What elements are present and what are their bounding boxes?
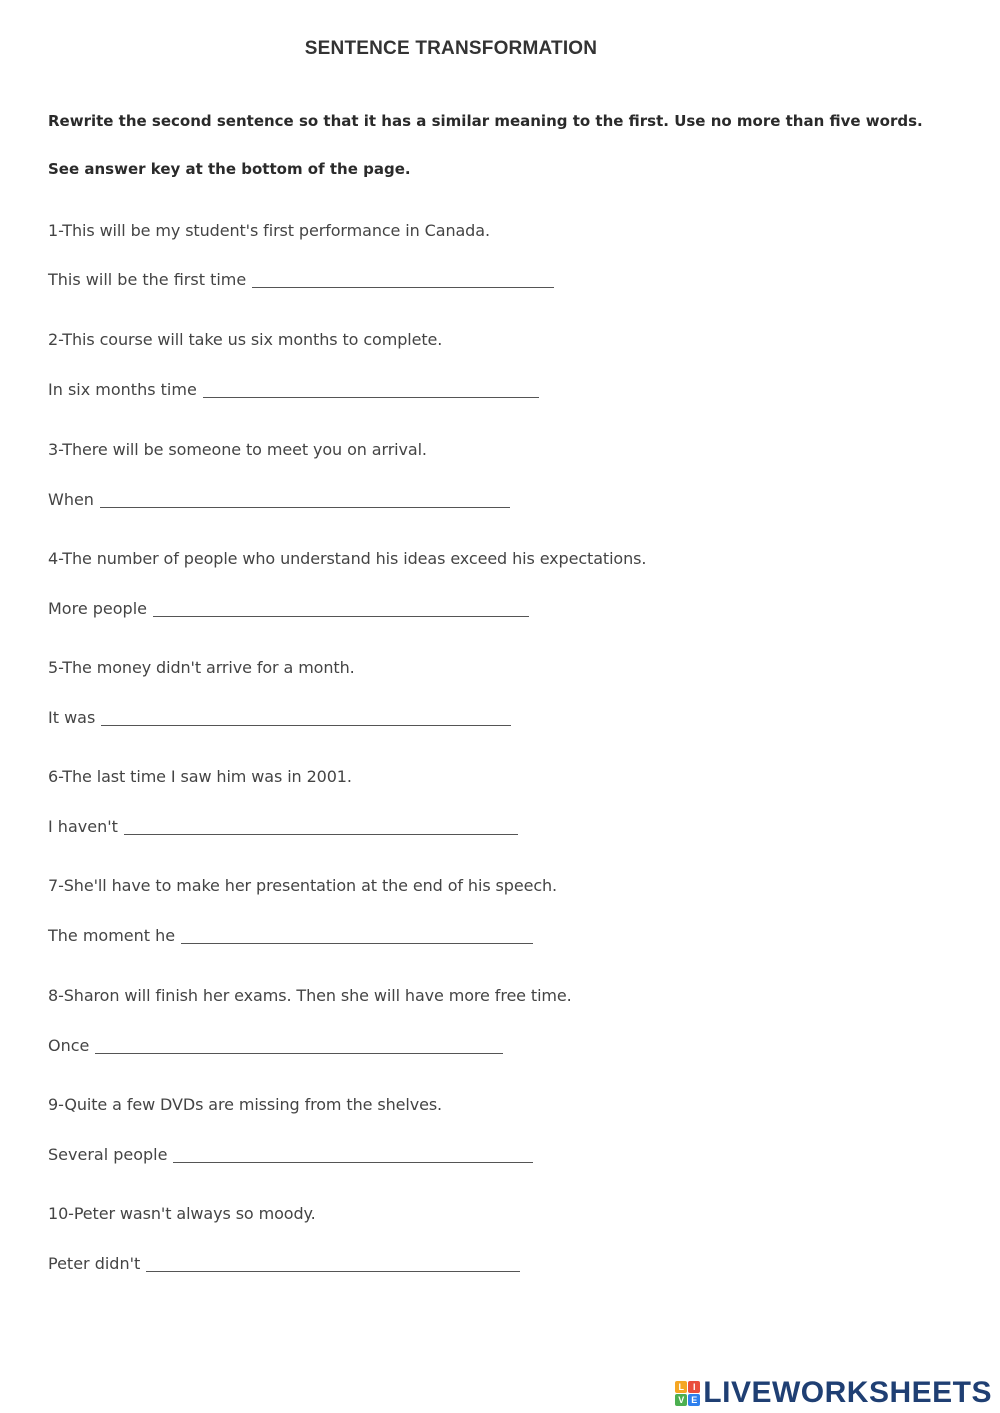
answer-prompt-6: I haven't: [48, 817, 118, 836]
answer-blank-1[interactable]: [252, 271, 554, 288]
answer-blank-10[interactable]: [146, 1255, 520, 1272]
answer-blank-6[interactable]: [124, 818, 518, 835]
liveworksheets-logo: [675, 1376, 992, 1410]
question-sentence-6: 6-The last time I saw him was in 2001.: [48, 767, 352, 786]
answer-prompt-7: The moment he: [48, 926, 176, 945]
logo-block-e: E: [688, 1394, 700, 1406]
question-sentence-4: 4-The number of people who understand his ideas exceed his expectations.: [48, 549, 647, 568]
answer-blank-2[interactable]: [203, 381, 539, 398]
answer-row-10: [48, 1252, 520, 1273]
answer-blank-4[interactable]: [153, 600, 529, 617]
answer-prompt-4: More people: [48, 599, 147, 618]
question-sentence-2: 2-This course will take us six months to complete.: [48, 330, 443, 349]
worksheet-title: SENTENCE TRANSFORMATION: [304, 38, 598, 59]
question-sentence-3: 3-There will be someone to meet you on arrival.: [48, 440, 427, 459]
question-sentence-10: 10-Peter wasn't always so moody.: [48, 1204, 316, 1223]
answer-prompt-9: Several people: [48, 1145, 168, 1164]
answer-prompt-1: This will be the first time: [48, 270, 247, 289]
answer-row-4: [48, 597, 529, 618]
answer-prompt-8: Once: [48, 1036, 90, 1055]
logo-wordmark: LIVEWORKSHEETS: [703, 1376, 992, 1409]
answer-row-3: [48, 488, 510, 509]
answer-blank-3[interactable]: [100, 491, 510, 508]
live-blocks-icon: [675, 1381, 700, 1406]
answer-blank-9[interactable]: [173, 1146, 533, 1163]
answer-prompt-5: It was: [48, 708, 96, 727]
answer-row-1: [48, 268, 554, 289]
answer-row-6: [48, 815, 518, 836]
answer-row-5: [48, 706, 511, 727]
logo-block-l: L: [675, 1381, 687, 1393]
answer-row-9: [48, 1143, 533, 1164]
answer-blank-5[interactable]: [101, 709, 511, 726]
instruction-text: Rewrite the second sentence so that it has a similar meaning to the first. Use no more than five words.: [48, 112, 923, 130]
answer-prompt-2: In six months time: [48, 380, 197, 399]
question-sentence-7: 7-She'll have to make her presentation at the end of his speech.: [48, 876, 558, 895]
answer-key-note: See answer key at the bottom of the page.: [48, 160, 411, 178]
answer-prompt-10: Peter didn't: [48, 1254, 141, 1273]
answer-row-2: [48, 378, 539, 399]
question-sentence-9: 9-Quite a few DVDs are missing from the shelves.: [48, 1095, 443, 1114]
answer-blank-7[interactable]: [181, 927, 533, 944]
answer-row-7: [48, 924, 533, 945]
question-sentence-8: 8-Sharon will finish her exams. Then she will have more free time.: [48, 986, 572, 1005]
answer-row-8: [48, 1034, 503, 1055]
question-sentence-5: 5-The money didn't arrive for a month.: [48, 658, 355, 677]
logo-block-i: I: [688, 1381, 700, 1393]
question-sentence-1: 1-This will be my student's first performance in Canada.: [48, 221, 490, 240]
answer-blank-8[interactable]: [95, 1037, 503, 1054]
logo-block-v: V: [675, 1394, 687, 1406]
answer-prompt-3: When: [48, 490, 94, 509]
